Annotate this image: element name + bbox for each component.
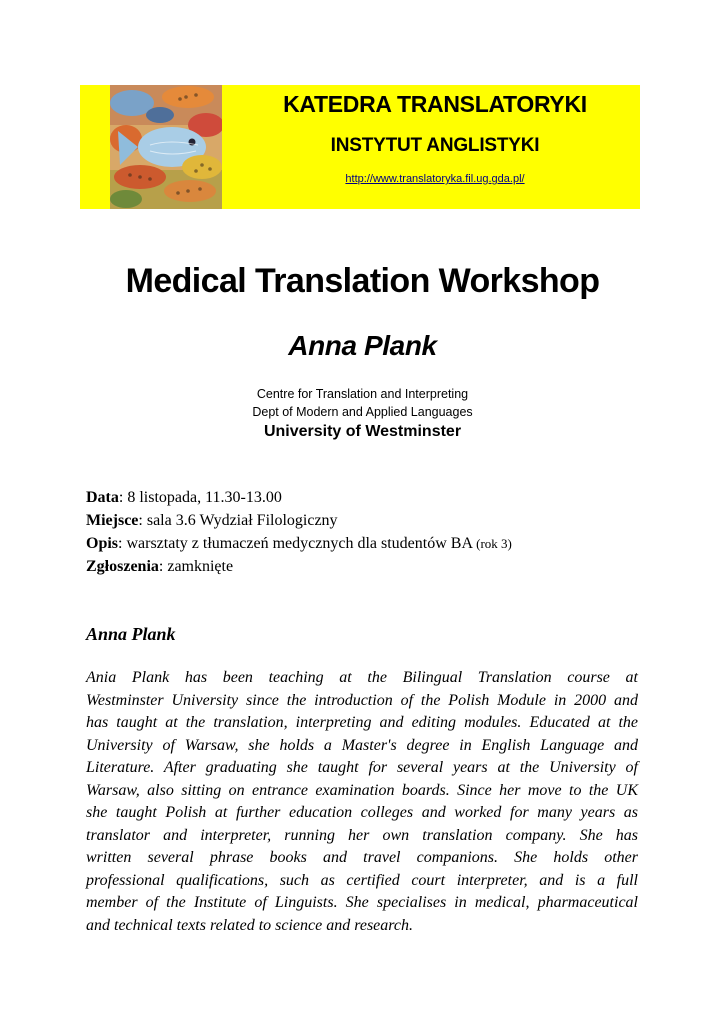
detail-row-date: [86, 486, 512, 509]
bio-line: Literature. After graduating she taught for several years at the University of: [86, 759, 638, 776]
workshop-title: Medical Translation Workshop: [125, 262, 600, 300]
detail-row-registration: [86, 555, 512, 578]
detail-value: : 8 listopada, 11.30-13.00: [118, 489, 282, 506]
bio-line: University of Warsaw, she holds a Master's degree in English Language and: [86, 736, 638, 754]
detail-value: : zamknięte: [158, 558, 234, 575]
website-link[interactable]: http://www.translatoryka.fil.ug.gda.pl/: [345, 173, 525, 185]
affiliation-centre: Centre for Translation and Interpreting: [256, 387, 469, 401]
detail-label: Miejsce: [86, 512, 139, 529]
bio-line: professional qualifications, such as certified court interpreter, and is a full: [86, 871, 638, 889]
detail-label: Opis: [86, 535, 119, 552]
header-text-block: [230, 85, 640, 209]
bio-line: and technical texts related to science and research.: [86, 916, 414, 934]
event-details: [86, 486, 512, 578]
bio-paragraph: [86, 667, 638, 937]
speaker-name: Anna Plank: [288, 330, 437, 361]
detail-value: : warsztaty z tłumaczeń medycznych dla studentów BA: [118, 535, 473, 552]
bio-line: Ania Plank has been teaching at the Bilingual Translation course at: [86, 669, 638, 686]
bio-line: she taught Polish at further education colleges and worked for many years as: [86, 804, 638, 821]
detail-row-description: [86, 532, 512, 555]
bio-line: member of the Institute of Linguists. She specialises in medical, pharmaceutical: [86, 894, 638, 911]
bio-line: translator and interpreter, running her own translation company. She has: [86, 826, 638, 844]
affiliation-university: University of Westminster: [263, 423, 462, 440]
detail-label: Data: [86, 489, 119, 506]
bio-line: written several phrase books and travel companions. She holds other: [86, 849, 638, 866]
bio-heading: Anna Plank: [86, 624, 176, 644]
detail-label: Zgłoszenia: [86, 558, 159, 575]
detail-value: : sala 3.6 Wydział Filologiczny: [138, 512, 338, 529]
detail-row-place: [86, 509, 512, 532]
bio-line: Warsaw, also sitting on entrance examination boards. Since her move to the UK: [86, 781, 638, 799]
affiliation-department: Dept of Modern and Applied Languages: [252, 405, 473, 419]
department-title: KATEDRA TRANSLATORYKI: [283, 91, 587, 117]
bio-line: Westminster University since the introduction of the Polish Module in 2000 and: [86, 691, 638, 709]
bio-line: has taught at the translation, interpreting and editing modules. Educated at the: [86, 714, 638, 731]
fish-mosaic-logo: [110, 85, 222, 209]
institute-title: INSTYTUT ANGLISTYKI: [330, 135, 540, 156]
header-banner: [80, 85, 640, 209]
detail-note: (rok 3): [476, 536, 512, 551]
